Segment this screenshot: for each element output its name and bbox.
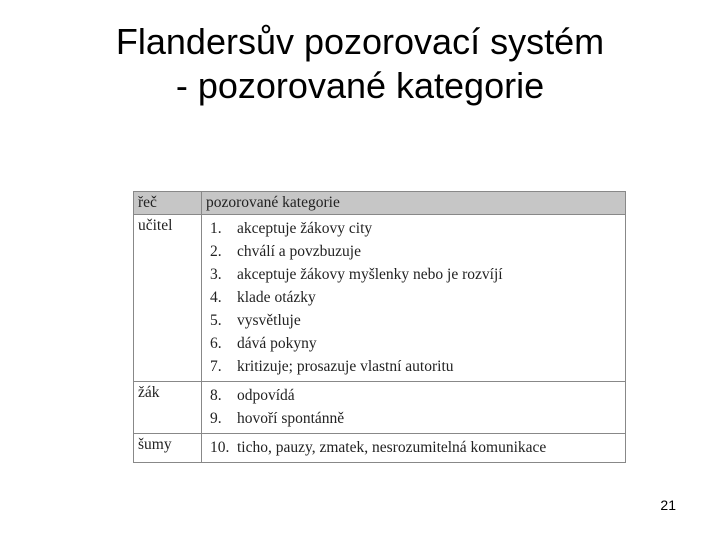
- categories-table-container: [133, 191, 625, 456]
- category-item: [206, 309, 621, 332]
- category-number: 3.: [210, 266, 222, 283]
- category-text: odpovídá: [237, 387, 295, 404]
- category-item: [206, 384, 621, 407]
- category-text: hovoří spontánně: [237, 410, 345, 427]
- category-number: 2.: [210, 243, 222, 260]
- categories-table: [133, 191, 626, 463]
- category-number: 4.: [210, 289, 222, 306]
- category-number: 6.: [210, 335, 222, 352]
- category-number: 8.: [210, 387, 222, 404]
- category-number: 7.: [210, 358, 222, 375]
- category-item: [206, 407, 621, 430]
- category-item: [206, 355, 621, 378]
- category-number: 5.: [210, 312, 222, 329]
- table-row-noise: [134, 434, 626, 463]
- header-categories: pozorované kategorie: [202, 192, 626, 215]
- category-text: akceptuje žákovy myšlenky nebo je rozvíjí: [237, 266, 503, 283]
- category-number: 10.: [210, 439, 230, 456]
- header-speech: řeč: [134, 192, 202, 215]
- speaker-cell: šumy: [134, 434, 202, 463]
- category-text: dává pokyny: [237, 335, 317, 352]
- table-row-pupil: [134, 382, 626, 434]
- category-number: 1.: [210, 220, 222, 237]
- speaker-cell: učitel: [134, 215, 202, 382]
- table-row-teacher: [134, 215, 626, 382]
- slide-title-line-1: Flandersův pozorovací systém: [115, 21, 605, 62]
- category-item: [206, 436, 621, 459]
- category-text: kritizuje; prosazuje vlastní autoritu: [237, 358, 454, 375]
- category-item: [206, 263, 621, 286]
- category-number: 9.: [210, 410, 222, 427]
- slide-title-line-2: - pozorované kategorie: [175, 65, 545, 106]
- category-list-pupil: [202, 382, 626, 434]
- category-text: vysvětluje: [237, 312, 301, 329]
- category-list-teacher: [202, 215, 626, 382]
- category-list-noise: [202, 434, 626, 463]
- category-text: klade otázky: [237, 289, 316, 306]
- page-number: 21: [660, 497, 676, 513]
- table-header-row: [134, 192, 626, 215]
- category-text: akceptuje žákovy city: [237, 220, 373, 237]
- category-item: [206, 286, 621, 309]
- speaker-cell: žák: [134, 382, 202, 434]
- category-text: ticho, pauzy, zmatek, nesrozumitelná komunikace: [237, 439, 547, 456]
- category-text: chválí a povzbuzuje: [237, 243, 361, 260]
- category-item: [206, 217, 621, 240]
- category-item: [206, 332, 621, 355]
- category-item: [206, 240, 621, 263]
- slide-title: [0, 20, 720, 108]
